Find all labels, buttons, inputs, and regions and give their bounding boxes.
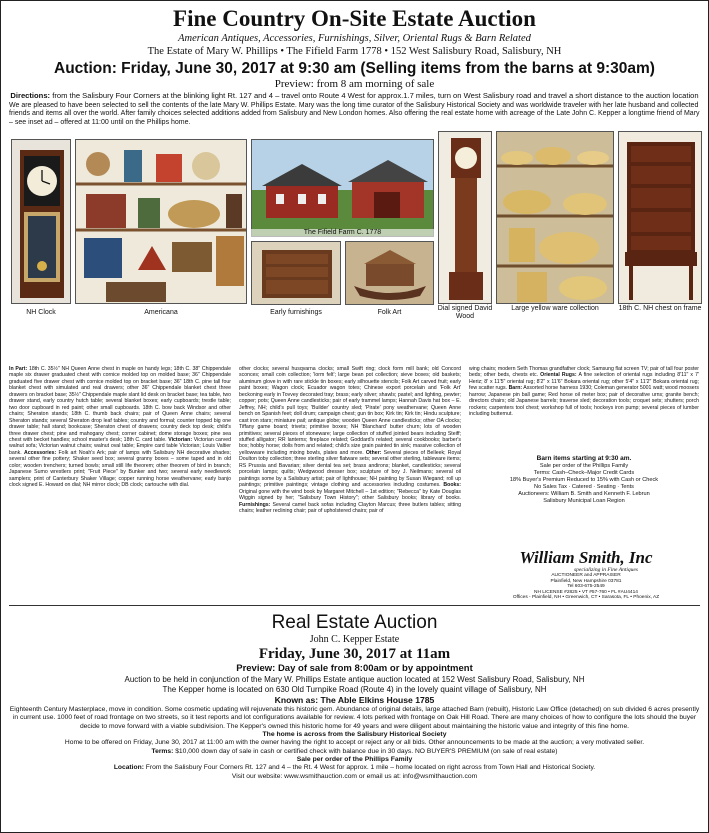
other-text: Several pieces of Belleek; Royal Doulton toby collection; three sterling silver flatware sets; several other sterling, tableware items; RS Prussia and Bavarian; silver dental tea set; brass andirons; blanket, candlesticks; several porcelain lamps; quilts; Wedgwood dresser box; sculpture of boy J. Neilmans; several oil paintings some by a Salisbury artist; pair of lighthouse; NH painting by Susan Wiegand; roll up paintings; primitive paintings; vintage clothing and accessories including costumes. bbox=[239, 449, 461, 489]
real-estate-preview: Preview: Day of sale from 8:00am or by appointment bbox=[236, 663, 473, 674]
in-part-text: 18th C. 35½" NH Queen Anne chest in maple on handy legs; 18th C. 38" Chippendale maple six drawer graduated chest with cornice molded top on molded base; 36" Chippendale graduated five drawer chest with cornice molded top on bracket base; 36" 18th C. pine tall four blanket chest with simulated and real drawers; other 36" Chippendale blanket chest three drawers on bracket base; 35½" Chippendale maple slant lid desk on bracket base; tea table, two drawer stand, early country hutch table; several blanket boxes; early cupboards; trestle table; two door cupboard in red paint; other small cupboards. 18th C. bow back Windsor and other chairs; Sheraton stands; 18th C. thumb back chairs; pair of Queen Anne chairs; several Sheraton stands; several Sheraton drop leaf tables; country and formal; counter topped big one drawer table; hall stand; bookcase; Sheraton chest of drawers; country deck top desk; child's three drawer chest; pine and mahogany chest; corner cabinet; dome storage boxes; pine sea chest with becket handles; school master's desk; 18th C. card table. bbox=[9, 366, 231, 443]
caption-fifield-farm: The Fifield Farm C. 1778 bbox=[251, 229, 434, 237]
location-label: Location: bbox=[113, 764, 144, 772]
col2-text: other clocks; several husqvarna clocks; small Swift ring; clock form mill bank; old Concord sconces; small coin collection; 'lorm felt'; large bean pot collection; sieve boxes; old baskets; aluminum glove in with rare stickle tin boxes; early silhouette stencils; Folk Art carved fruit; early paint boxes; Wagon clock; Ecuador wagon totes; Chinese export porcelain and 'Folk Art' beckoning early in Tovvey decorated tray; brass; early silver; shawls; pastel; and lighting, pewter; copper; pots; Queen Anne candlesticks; pair of early trammel lamps; Hannah Davis hat box – E. Jeffrey, NH; child's pull toys; 'Builder' country sled; 'Pirate' pony weathervane; Queen Anne bench on Spanish feet; doll drum; campaign chest; gun tin box; Kirk tin; Kirk tin; Hindu sculpture; cast iron stars; miniature pail; antique globe; wooden Queen Anne candlesticks; other OA clocks; Tiffany game board; trivets; primitive boxes; NH 'Blanchard' butter churn; lots of wooden primitives; several pieces of stoneware; large collection of stuffed jointed bears including Steiff; stuffed alligator; RR lanterns; fireplace related; Goddard's related; several cookbooks; barber's box; hobby horse; dolls from and related; child's size grain painted tin sink; massive collection of yellowware including mixing bowls, plates and more. bbox=[239, 366, 461, 456]
americana-image bbox=[76, 140, 247, 304]
company-line-1: AUCTIONEER and APPRAISER bbox=[551, 573, 621, 578]
known-as: Known as: The Able Elkins House 1785 bbox=[274, 695, 435, 705]
tall-clock-image bbox=[439, 132, 492, 304]
buyers-premium: 18% Buyer's Premium Reduced to 15% with Cash or Check bbox=[509, 477, 659, 483]
offer-text: Home to be offered on Friday, June 30, 2017 at 11:00 am with the owner having the right to accept or reject any or all bids. Other announcements to be made at the auction; a very motivated seller. bbox=[64, 739, 645, 747]
other-label: Other: bbox=[365, 449, 382, 456]
location-text: From the Salisbury Four Corners Rt. 127 and 4 – the Rt. 4 West for approx. 1 mile – home located on right across from Town Hall and Historical Society. bbox=[145, 764, 596, 772]
clock-image bbox=[12, 140, 71, 304]
company-line-2: Plainfield, New Hampshire 03781 bbox=[550, 578, 622, 584]
auction-line: Auction: Friday, June 30, 2017 at 9:30 am (Selling items from the barns at 9:30am) bbox=[54, 60, 655, 77]
subtitle: American Antiques, Accessories, Furnishings, Silver, Oriental Rugs & Barn Related bbox=[178, 33, 531, 44]
photo-americana bbox=[75, 139, 247, 304]
real-estate-line-1: Auction to be held in conjunction of the Mary W. Phillips Estate antique auction located at 152 West Salisbury Road, Salisbury, NH bbox=[124, 675, 585, 684]
photo-tall-clock bbox=[438, 131, 492, 304]
house-description: Eighteenth Century Masterplace, move in condition. Some cosmetic updating will rejuvenate this historic gem. Abundance of original details, large attached Barn (rebuilt), Historic Law Office (detached) on sub divided 6 acres presently in current use. 1000 feet of road frontage on two streets, so it test reports and lot configurations available for review. 4 lots perked with frontage on Oak Hill Road. There are many choices of how to configure the lots should the buyer decide to move forward with a viable subdivision. The Kepper's owned this historic home for 49 years and were diligent about maintaining the historic value and integrity of this fine home. bbox=[9, 706, 700, 730]
photo-yellow-ware bbox=[496, 131, 614, 304]
no-sales-tax: No Sales Tax · Catered · Seating · Tents bbox=[534, 484, 634, 490]
col3-text: wing chairs; modern Seth Thomas grandfather clock; Samsung flat screen TV; pair of tall four poster beds; other beds, chests etc. bbox=[469, 366, 699, 379]
furnishings-image bbox=[252, 242, 341, 305]
rugs-text: A fine selection of oriental rugs including 8'11" x 7' Heriz; 8' x 11'5" oriental rug; 8'2" x 11'6" Bokara oriental rug; other 5'4" x 11'2" Bokara oriental rug; few scatter rugs. bbox=[469, 372, 699, 392]
books-label: Books: bbox=[443, 482, 461, 489]
real-estate-estate: John C. Kepper Estate bbox=[309, 634, 400, 645]
accessories-label: Accessories: bbox=[23, 449, 57, 456]
photo-nh-clock bbox=[11, 139, 71, 304]
terms-block bbox=[469, 455, 699, 505]
website-line[interactable]: Visit our website: www.wsmithauction.com or email us at: info@wsmithauction.com bbox=[231, 772, 478, 780]
listing-column-2 bbox=[239, 366, 461, 548]
rugs-label: Oriental Rugs: bbox=[540, 372, 577, 379]
company-line-4: NH LICENSE #2825 • VT #57-760 • FL #AU4414 bbox=[534, 589, 638, 595]
william-smith-logo bbox=[471, 549, 701, 605]
photo-fifield-farm bbox=[251, 139, 434, 237]
in-part-label: In Part: bbox=[9, 366, 28, 372]
photo-early-furnishings bbox=[251, 241, 341, 305]
payment-terms: Terms: Cash–Check–Major Credit Cards bbox=[533, 470, 635, 476]
caption-tall-clock: Dial signed David Wood bbox=[437, 305, 493, 321]
company-line-5: Offices - Plainfield, NH • Greenwich, CT • Sarasota, FL • Phoenix, AZ bbox=[512, 595, 660, 601]
caption-early-furnishings: Early furnishings bbox=[270, 309, 322, 317]
victorian-label: Victorian: bbox=[168, 436, 193, 443]
company-line-3: Tel 603-675-2549 bbox=[567, 584, 605, 590]
real-estate-sale-order: Sale per order of the Phillips Family bbox=[296, 755, 413, 763]
victorian-text: Victorian carved walnut sofa; Victorian walnut chairs; walnut oval table; Empire card table Victorian; Louis Valtier bank. bbox=[9, 436, 231, 456]
furnishings-label: Furnishings: bbox=[239, 501, 271, 508]
company-tagline: specializing in Fine Antiques bbox=[574, 567, 638, 573]
caption-yellow-ware: Large yellow ware collection bbox=[511, 305, 599, 313]
caption-chest-on-frame: 18th C. NH chest on frame bbox=[618, 305, 702, 313]
chest-image bbox=[619, 132, 702, 304]
terms-label: Terms: bbox=[151, 747, 174, 755]
real-estate-terms bbox=[9, 748, 700, 756]
caption-nh-clock: NH Clock bbox=[26, 309, 56, 317]
listing-column-3 bbox=[469, 366, 699, 452]
farm-image bbox=[252, 140, 434, 237]
terms-text: $10,000 down day of sale in cash or certified check with balance due in 30 days. NO BUYER'S PREMIUM (on sale of real estate) bbox=[175, 747, 558, 755]
preview-line: Preview: from 8 am morning of sale bbox=[274, 78, 435, 90]
barn-start: Barn items starting at 9:30 am. bbox=[536, 455, 632, 462]
directions-label: Directions: bbox=[10, 91, 51, 100]
barn-text: Assorted horse harness 1930; Coleman generator 5001 watt; wood moosers harrow; Japanese pin ball game; Red horse oil meter box; pair of decorative urns; granite bench; directors chairs; old Japanese barrels; traverse sled; decoration tools; croquet sets; shutters; porch rockers; carpenters tool chest; workshop full of tools; hockeys iron pump; several pieces of lumber including butternut. bbox=[469, 385, 699, 418]
caption-folk-art: Folk Art bbox=[377, 309, 402, 317]
historical-society-note: The home is across from the Salisbury Historical Society bbox=[262, 730, 447, 738]
real-estate-title: Real Estate Auction bbox=[271, 612, 438, 633]
photo-chest-on-frame bbox=[618, 131, 702, 304]
photo-folk-art bbox=[345, 241, 434, 305]
yellow-ware-image bbox=[497, 132, 614, 304]
sale-order: Sale per order of the Phillips Family bbox=[539, 463, 629, 469]
directions bbox=[9, 91, 700, 101]
intro-paragraph: We are pleased to have been selected to sell the contents of the late Mary W. Phillips Estate. Mary was the long time curator of the Salisbury Historical Society and was worldwide traveler with her late husband and collected friends and items all over the world. After family choices selected additions added from Salisbury and New London homes. Also offering the real estate home with acreage of the Late John C. Kepper a longtime friend of Mary – see inset ad – offered at 11:00 until on the Phillips home. bbox=[9, 101, 700, 126]
listing-column-1 bbox=[9, 366, 231, 548]
accessories-text: Folk art Noah's Ark; pair of lamps with Salisbury NH decorative shades; several other fine pottery; Shaker seed box; several granny boxes – some taped and in old color; wooden trenchers; turned bowls; small still life theorem; other theorem of bird in branch; Japanese Sumo wrestlers print; "Fruit Piece" by Bunker and two; several early needlework samplers; print of Canterbury Shaker Village; copper running horse weathervane; early banjo clock signed E. Howard on dial; NH mirror clock; DB clock; cartouche with dial. bbox=[9, 449, 231, 489]
folk-art-image bbox=[346, 242, 434, 305]
salisbury-line: Salisbury Municipal Loan Region bbox=[543, 498, 625, 504]
real-estate-line-2: The Kepper home is located on 630 Old Turnpike Road (Route 4) in the lovely quaint village of Salisbury, NH bbox=[162, 685, 547, 694]
caption-americana: Americana bbox=[144, 309, 178, 317]
real-estate-date: Friday, June 30, 2017 at 11am bbox=[258, 646, 451, 662]
books-text: Original gone with the wind book by Margaret Mitchell – 1st edition; "Rebecca" by Kate Douglas Wiggin signed by her; "Salisbury Town History"; other Salisbury books; library of books. bbox=[239, 488, 461, 502]
page-title: Fine Country On-Site Estate Auction bbox=[173, 6, 536, 31]
barn-label: Barn: bbox=[508, 385, 523, 392]
company-name: William Smith, Inc bbox=[519, 548, 653, 567]
estate-line: The Estate of Mary W. Phillips • The Fifield Farm 1778 • 152 West Salisbury Road, Salisbury, NH bbox=[147, 46, 562, 57]
photo-collage bbox=[9, 131, 700, 323]
real-estate-section bbox=[9, 605, 700, 828]
furnishings-text: Several camel back sofas including Clayton Marcus; three butlers tables; sitting chairs; leather reclining chair; pair of upholstered chairs; pair of bbox=[239, 501, 461, 514]
auctioneers: Auctioneers: William B. Smith and Kenneth F. Lebrun bbox=[518, 491, 650, 497]
real-estate-location bbox=[9, 764, 700, 772]
directions-text: from the Salisbury Four Corners at the blinking light Rt. 127 and 4 – travel onto Route 4 West for approx.1.7 miles, turn on West Salisbury road and travel a short distance to the auction location bbox=[52, 91, 699, 100]
